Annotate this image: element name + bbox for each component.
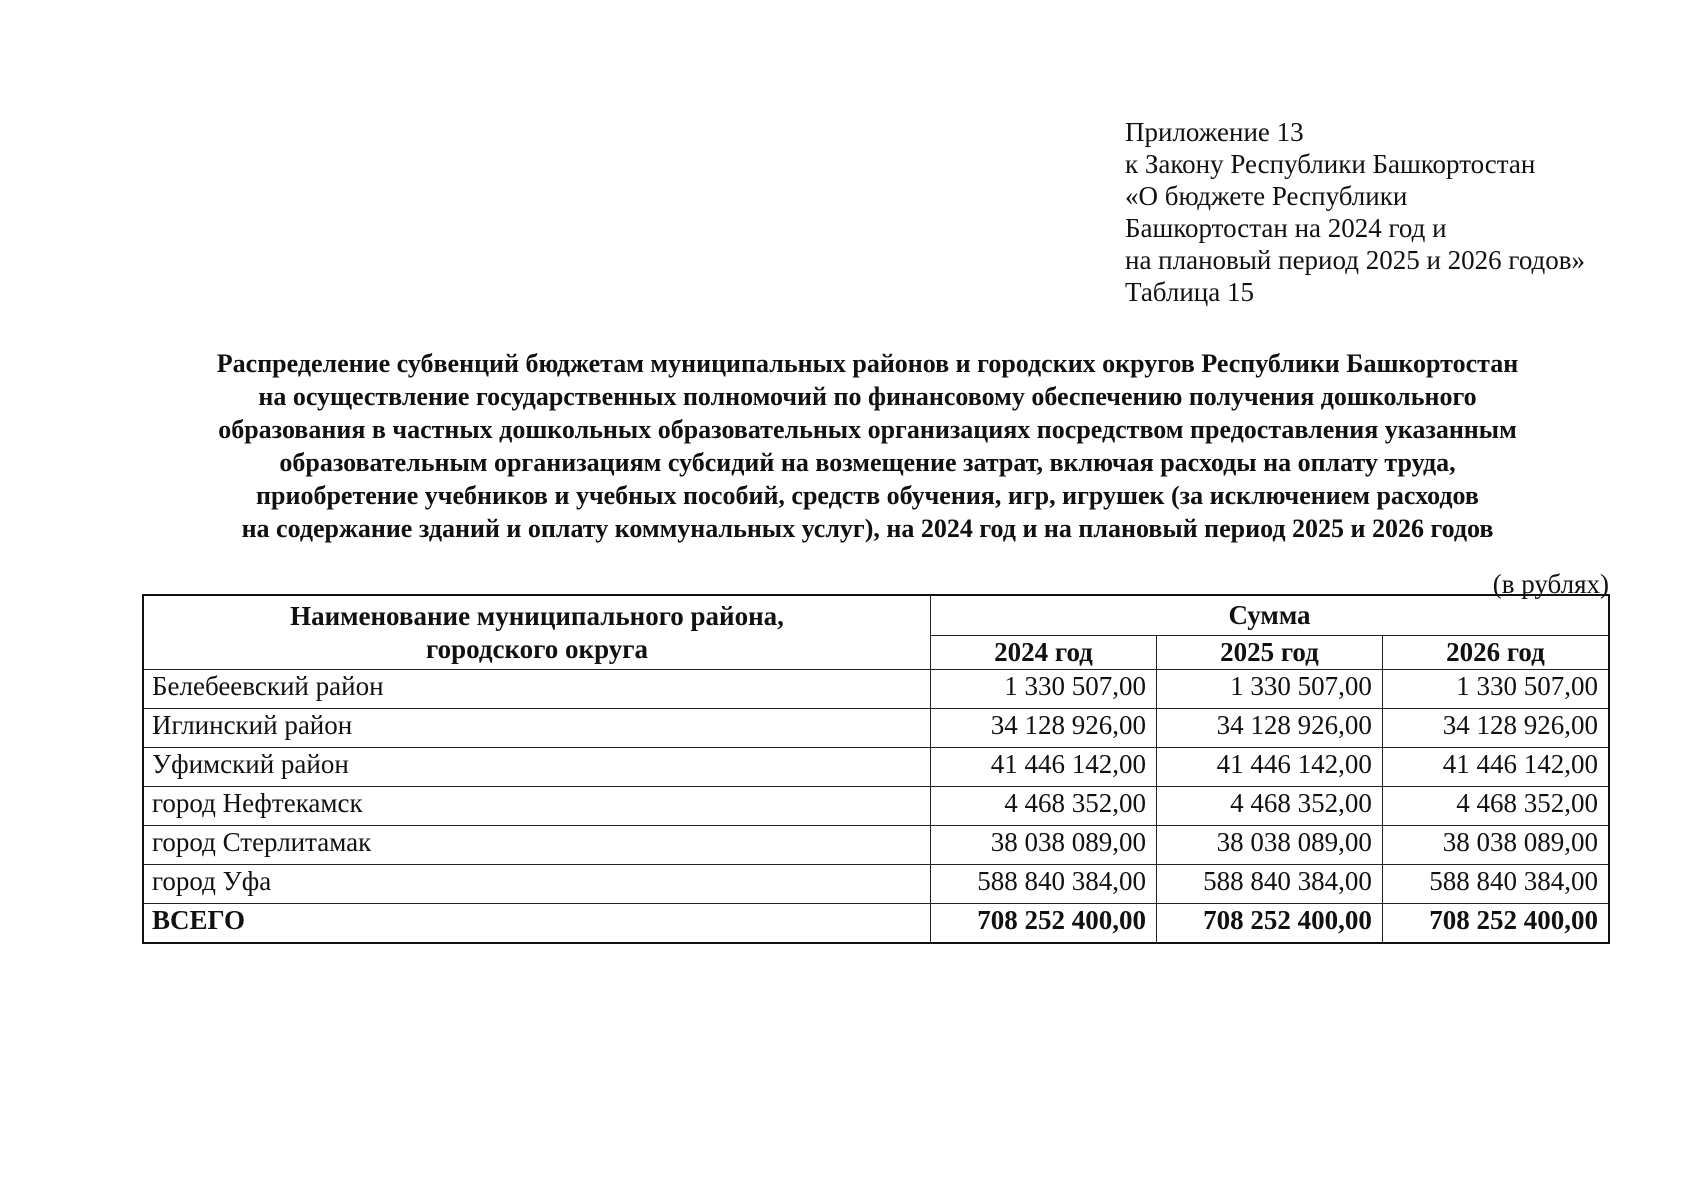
title-line: образовательным организациям субсидий на возмещение затрат, включая расходы на оплату труда, — [279, 448, 1456, 477]
table-row — [143, 709, 1609, 748]
table-number: Таблица 15 — [1125, 277, 1254, 307]
total-2025: 708 252 400,00 — [1156, 904, 1382, 944]
document-title — [140, 347, 1595, 545]
title-line: Распределение субвенций бюджетам муниципальных районов и городских округов Республики Башкортостан — [216, 349, 1519, 378]
total-2024: 708 252 400,00 — [931, 904, 1157, 944]
amount-2025: 41 446 142,00 — [1156, 748, 1382, 787]
amount-2024: 34 128 926,00 — [931, 709, 1157, 748]
appendix-line: к Закону Республики Башкортостан — [1125, 149, 1536, 179]
amount-2024: 1 330 507,00 — [931, 670, 1157, 709]
amount-2024: 38 038 089,00 — [931, 826, 1157, 865]
title-line: на осуществление государственных полномочий по финансовому обеспечению получения дошкольного — [258, 382, 1477, 411]
amount-2025: 1 330 507,00 — [1156, 670, 1382, 709]
amount-2024: 4 468 352,00 — [931, 787, 1157, 826]
year-header-2024: 2024 год — [931, 636, 1157, 670]
sum-column-header: Сумма — [931, 595, 1610, 636]
appendix-reference — [1125, 116, 1585, 308]
amount-2026: 588 840 384,00 — [1382, 865, 1609, 904]
amount-2026: 38 038 089,00 — [1382, 826, 1609, 865]
subvention-table — [142, 594, 1610, 944]
name-column-header — [143, 595, 931, 670]
amount-2026: 34 128 926,00 — [1382, 709, 1609, 748]
table-row — [143, 670, 1609, 709]
amount-2026: 41 446 142,00 — [1382, 748, 1609, 787]
amount-2024: 41 446 142,00 — [931, 748, 1157, 787]
district-name: город Нефтекамск — [143, 787, 931, 826]
appendix-line: Башкортостан на 2024 год и — [1125, 213, 1447, 243]
table-row — [143, 787, 1609, 826]
appendix-line: Приложение 13 — [1125, 117, 1304, 147]
total-row — [143, 904, 1609, 944]
name-header-line: Наименование муниципального района, — [290, 600, 784, 631]
district-name: город Уфа — [143, 865, 931, 904]
amount-2026: 1 330 507,00 — [1382, 670, 1609, 709]
table-row — [143, 748, 1609, 787]
units-note: (в рублях) — [1492, 569, 1609, 599]
district-name: Белебеевский район — [143, 670, 931, 709]
title-line: на содержание зданий и оплату коммунальных услуг), на 2024 год и на плановый период 2025 и 2026 годов — [241, 514, 1494, 543]
amount-2025: 34 128 926,00 — [1156, 709, 1382, 748]
amount-2025: 38 038 089,00 — [1156, 826, 1382, 865]
total-2026: 708 252 400,00 — [1382, 904, 1609, 944]
district-name: город Стерлитамак — [143, 826, 931, 865]
table-row — [143, 826, 1609, 865]
appendix-line: «О бюджете Республики — [1125, 181, 1408, 211]
district-name: Иглинский район — [143, 709, 931, 748]
amount-2026: 4 468 352,00 — [1382, 787, 1609, 826]
year-header-2026: 2026 год — [1382, 636, 1609, 670]
title-line: приобретение учебников и учебных пособий, средств обучения, игр, игрушек (за исключением расходов — [256, 481, 1479, 510]
year-header-2025: 2025 год — [1156, 636, 1382, 670]
district-name: Уфимский район — [143, 748, 931, 787]
amount-2025: 4 468 352,00 — [1156, 787, 1382, 826]
table-row — [143, 865, 1609, 904]
amount-2024: 588 840 384,00 — [931, 865, 1157, 904]
title-line: образования в частных дошкольных образовательных организациях посредством предоставления указанным — [218, 415, 1517, 444]
appendix-line: на плановый период 2025 и 2026 годов» — [1125, 245, 1586, 275]
name-header-line: городского округа — [426, 633, 648, 664]
total-label: ВСЕГО — [143, 904, 931, 944]
amount-2025: 588 840 384,00 — [1156, 865, 1382, 904]
